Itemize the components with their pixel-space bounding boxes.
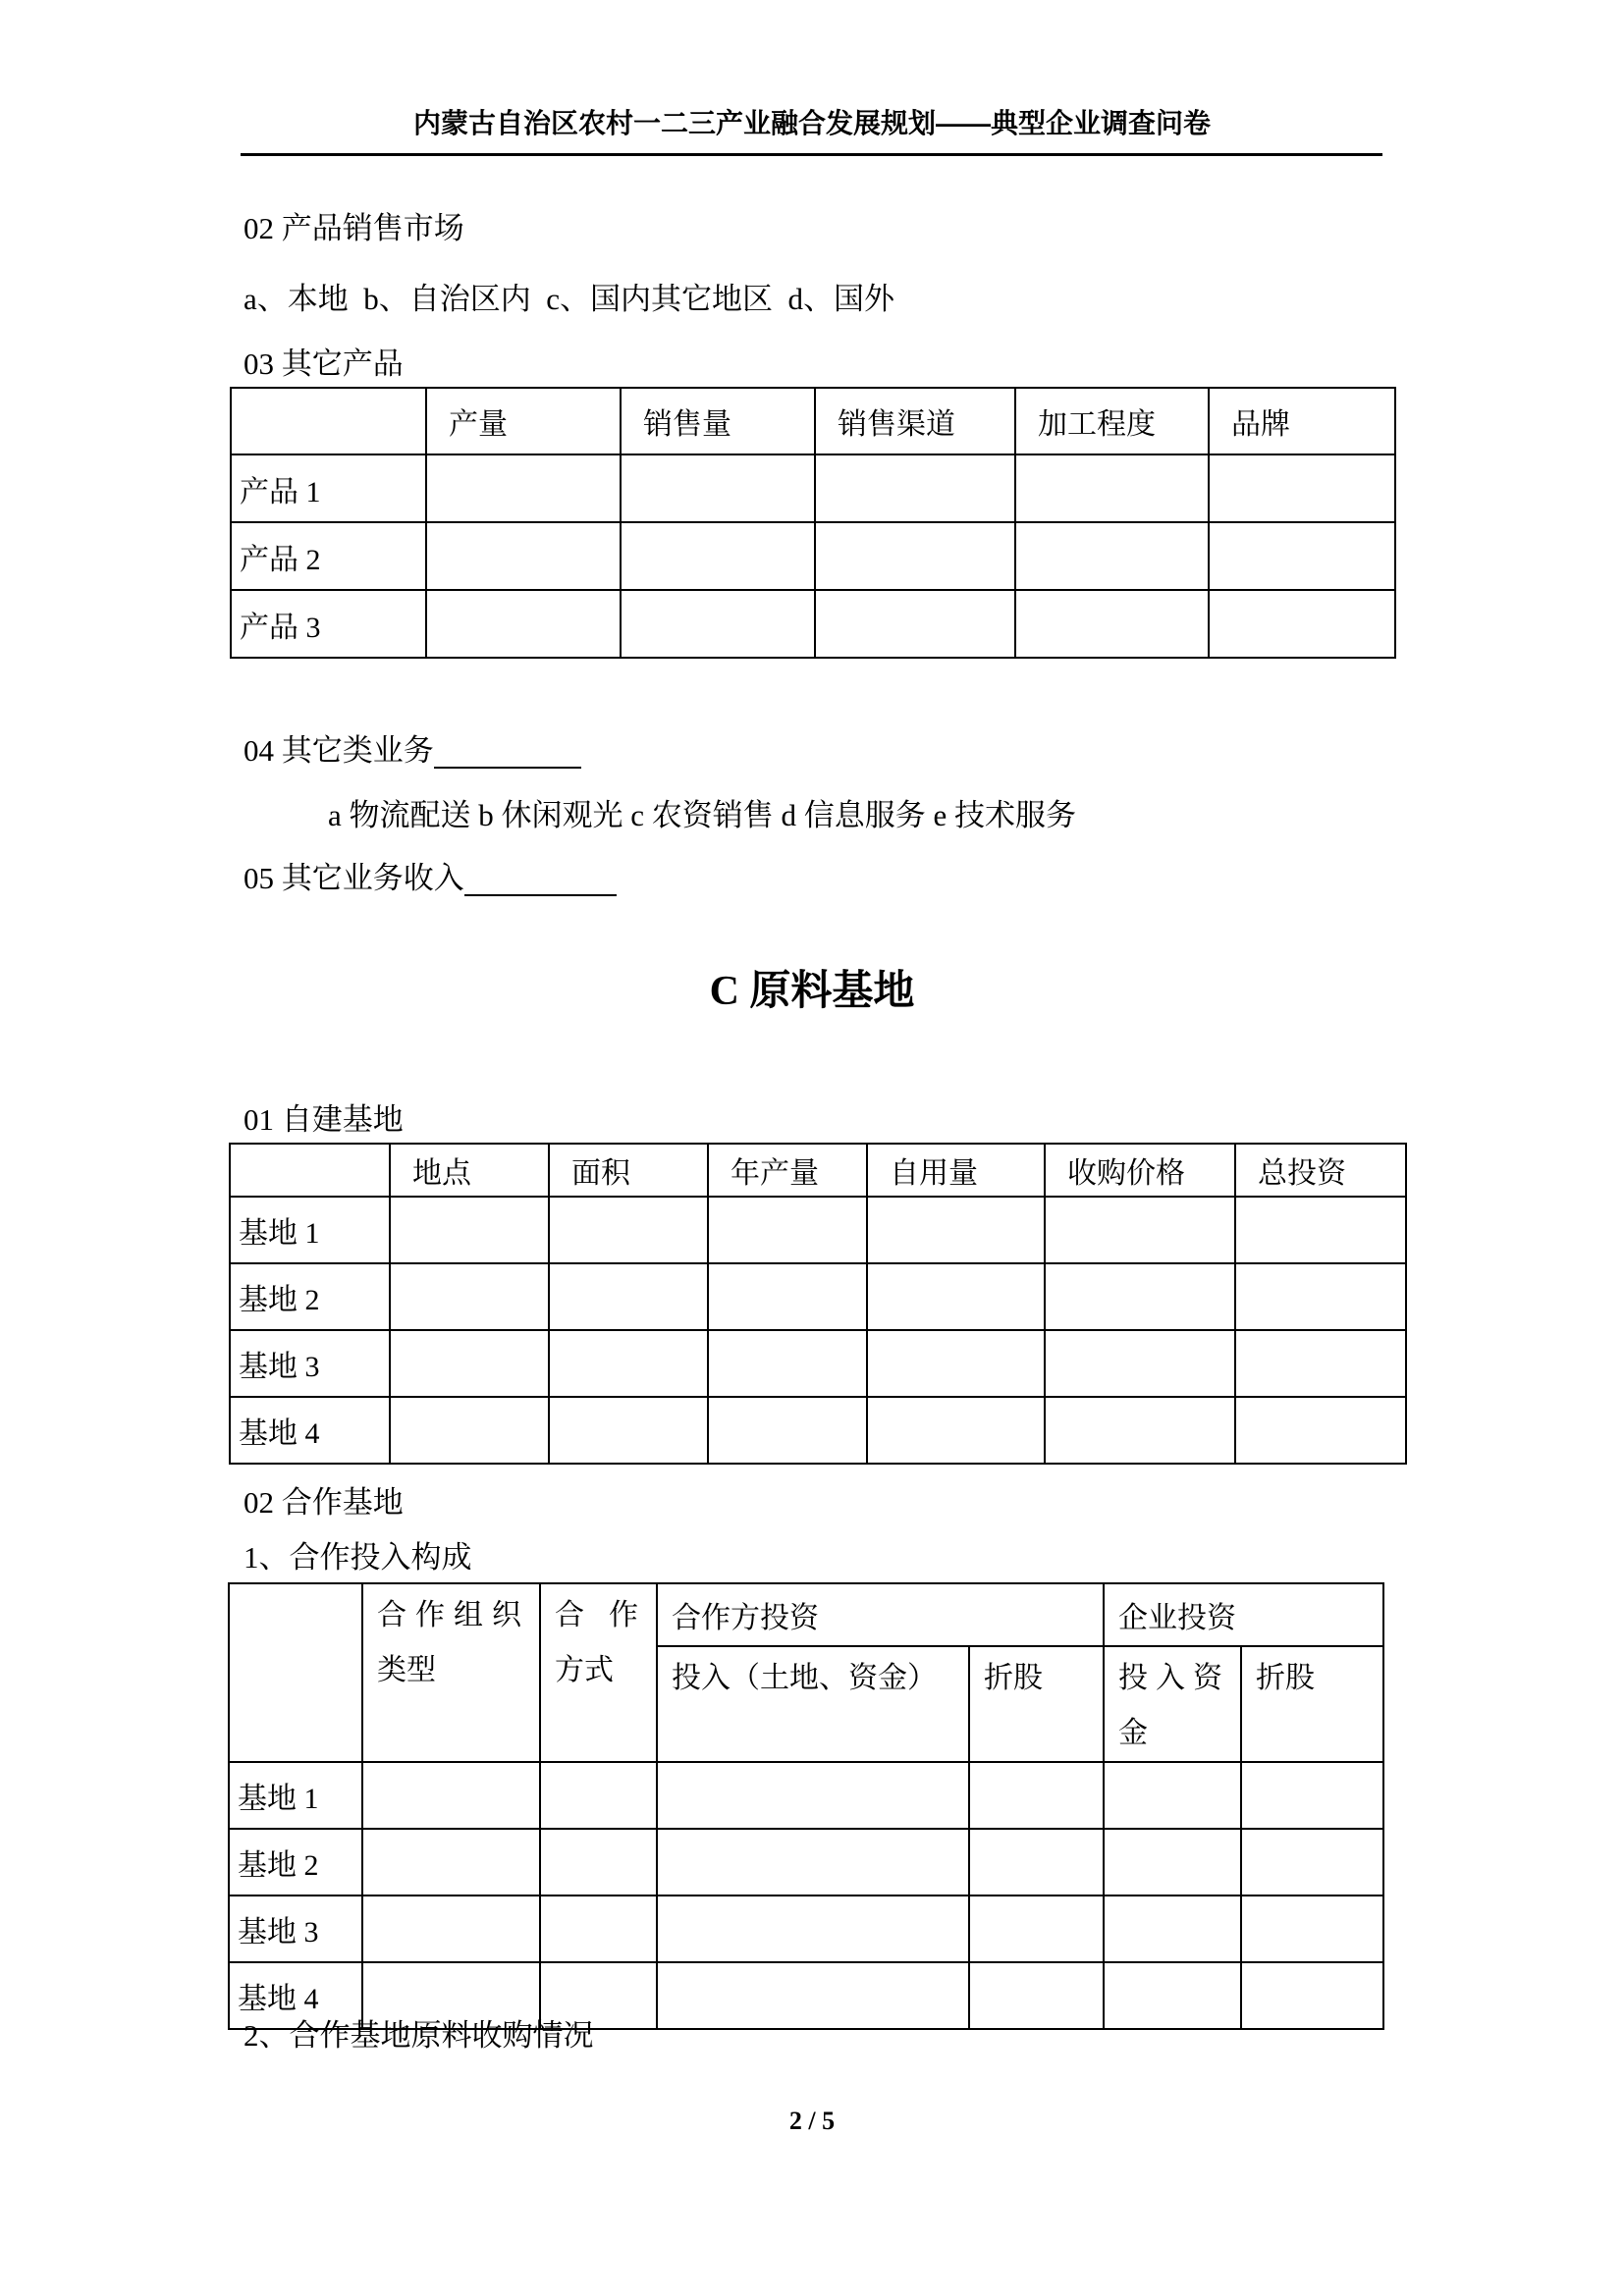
row-label-base-3: 基地 3 xyxy=(229,1896,362,1962)
empty-cell xyxy=(969,1762,1104,1829)
empty-cell xyxy=(549,1397,708,1464)
column-header-sales-volume: 销售量 xyxy=(621,388,815,454)
empty-cell xyxy=(540,1896,657,1962)
empty-cell xyxy=(1241,1829,1383,1896)
section-c-q02-label: 02 合作基地 xyxy=(244,1485,404,1520)
column-header-purchase-price: 收购价格 xyxy=(1045,1144,1235,1197)
empty-cell xyxy=(1015,590,1209,658)
column-header-enterprise-input: 投入资金 xyxy=(1104,1646,1241,1762)
row-label-product-2: 产品 2 xyxy=(231,522,426,590)
empty-cell xyxy=(867,1330,1045,1397)
coop-investment-label: 1、合作投入构成 xyxy=(244,1540,472,1575)
column-header-partner-share: 折股 xyxy=(969,1646,1104,1762)
empty-cell xyxy=(1045,1197,1235,1263)
section-c-q01-label: 01 自建基地 xyxy=(244,1102,404,1137)
empty-cell xyxy=(390,1397,549,1464)
column-header-enterprise-share: 折股 xyxy=(1241,1646,1383,1762)
empty-cell xyxy=(1045,1263,1235,1330)
table-row xyxy=(229,1829,1383,1896)
column-header-partner-input: 投入（土地、资金） xyxy=(657,1646,969,1762)
table-row xyxy=(230,1397,1406,1464)
empty-cell xyxy=(867,1263,1045,1330)
question-02-options: a、本地 b、自治区内 c、国内其它地区 d、国外 xyxy=(244,282,895,316)
column-header-total-investment: 总投资 xyxy=(1235,1144,1406,1197)
table-row xyxy=(231,454,1395,522)
empty-cell xyxy=(657,1962,969,2029)
other-products-table xyxy=(230,387,1396,659)
empty-cell xyxy=(969,1896,1104,1962)
corner-cell xyxy=(231,388,426,454)
empty-cell xyxy=(1104,1829,1241,1896)
column-header-output: 产量 xyxy=(426,388,621,454)
empty-cell xyxy=(549,1330,708,1397)
empty-cell xyxy=(362,1896,540,1962)
empty-cell xyxy=(657,1762,969,1829)
question-05-line xyxy=(244,860,617,898)
empty-cell xyxy=(1241,1896,1383,1962)
column-header-coop-mode: 合作方式 xyxy=(540,1583,657,1762)
question-02-label: 02 产品销售市场 xyxy=(244,211,464,245)
empty-cell xyxy=(426,454,621,522)
column-header-sales-channel: 销售渠道 xyxy=(815,388,1015,454)
empty-cell xyxy=(390,1263,549,1330)
answer-blank xyxy=(464,894,617,896)
row-label-base-1: 基地 1 xyxy=(230,1197,390,1263)
empty-cell xyxy=(969,1962,1104,2029)
table-row xyxy=(230,1330,1406,1397)
coop-investment-header-row-1 xyxy=(229,1583,1383,1646)
coop-investment-table xyxy=(228,1582,1384,2030)
empty-cell xyxy=(1104,1962,1241,2029)
row-label-product-3: 产品 3 xyxy=(231,590,426,658)
empty-cell xyxy=(1235,1197,1406,1263)
table-row xyxy=(230,1263,1406,1330)
table-row xyxy=(229,1762,1383,1829)
empty-cell xyxy=(867,1397,1045,1464)
empty-cell xyxy=(540,1829,657,1896)
row-label-base-3: 基地 3 xyxy=(230,1330,390,1397)
empty-cell xyxy=(390,1197,549,1263)
empty-cell xyxy=(867,1197,1045,1263)
coop-purchase-label: 2、合作基地原料收购情况 xyxy=(244,2018,594,2053)
table-row xyxy=(231,522,1395,590)
table-row xyxy=(229,1896,1383,1962)
page-number: 2 / 5 xyxy=(788,2107,836,2135)
empty-cell xyxy=(1045,1397,1235,1464)
group-header-enterprise-investment: 企业投资 xyxy=(1104,1583,1383,1646)
empty-cell xyxy=(540,1762,657,1829)
question-04-options: a 物流配送 b 休闲观光 c 农资销售 d 信息服务 e 技术服务 xyxy=(328,798,1077,832)
row-label-base-4: 基地 4 xyxy=(230,1397,390,1464)
row-label-base-4: 基地 4 xyxy=(229,1962,362,2029)
empty-cell xyxy=(1241,1762,1383,1829)
empty-cell xyxy=(969,1829,1104,1896)
empty-cell xyxy=(621,590,815,658)
section-c-heading: C 原料基地 xyxy=(709,969,915,1014)
question-03-label: 03 其它产品 xyxy=(244,347,404,381)
table-row xyxy=(231,590,1395,658)
empty-cell xyxy=(1015,522,1209,590)
column-header-brand: 品牌 xyxy=(1209,388,1395,454)
column-header-area: 面积 xyxy=(549,1144,708,1197)
empty-cell xyxy=(1104,1762,1241,1829)
empty-cell xyxy=(621,454,815,522)
self-built-base-header-row xyxy=(230,1144,1406,1197)
empty-cell xyxy=(1015,454,1209,522)
empty-cell xyxy=(621,522,815,590)
answer-blank xyxy=(434,767,581,769)
empty-cell xyxy=(708,1197,867,1263)
column-header-org-type: 合作组织类型 xyxy=(362,1583,540,1762)
row-label-base-1: 基地 1 xyxy=(229,1762,362,1829)
empty-cell xyxy=(549,1197,708,1263)
empty-cell xyxy=(1235,1263,1406,1330)
column-header-self-use: 自用量 xyxy=(867,1144,1045,1197)
empty-cell xyxy=(708,1263,867,1330)
empty-cell xyxy=(1104,1896,1241,1962)
empty-cell xyxy=(815,522,1015,590)
empty-cell xyxy=(1241,1962,1383,2029)
empty-cell xyxy=(708,1397,867,1464)
empty-cell xyxy=(362,1829,540,1896)
empty-cell xyxy=(426,590,621,658)
empty-cell xyxy=(1235,1330,1406,1397)
empty-cell xyxy=(426,522,621,590)
row-label-base-2: 基地 2 xyxy=(230,1263,390,1330)
empty-cell xyxy=(1209,454,1395,522)
column-header-location: 地点 xyxy=(390,1144,549,1197)
column-header-processing-degree: 加工程度 xyxy=(1015,388,1209,454)
self-built-base-table xyxy=(229,1143,1407,1465)
row-label-product-1: 产品 1 xyxy=(231,454,426,522)
empty-cell xyxy=(657,1829,969,1896)
empty-cell xyxy=(549,1263,708,1330)
corner-cell xyxy=(230,1144,390,1197)
empty-cell xyxy=(815,454,1015,522)
other-products-header-row xyxy=(231,388,1395,454)
page-header-title: 内蒙古自治区农村一二三产业融合发展规划——典型企业调查问卷 xyxy=(412,108,1211,138)
corner-cell xyxy=(229,1583,362,1762)
empty-cell xyxy=(1045,1330,1235,1397)
empty-cell xyxy=(390,1330,549,1397)
empty-cell xyxy=(362,1762,540,1829)
question-05-label: 05 其它业务收入 xyxy=(244,861,464,895)
group-header-partner-investment: 合作方投资 xyxy=(657,1583,1104,1646)
empty-cell xyxy=(708,1330,867,1397)
question-04-label: 04 其它类业务 xyxy=(244,733,434,768)
header-rule xyxy=(241,153,1382,156)
empty-cell xyxy=(815,590,1015,658)
question-04-line xyxy=(244,732,581,771)
empty-cell xyxy=(657,1896,969,1962)
empty-cell xyxy=(1209,590,1395,658)
empty-cell xyxy=(1209,522,1395,590)
table-row xyxy=(230,1197,1406,1263)
column-header-annual-output: 年产量 xyxy=(708,1144,867,1197)
empty-cell xyxy=(1235,1397,1406,1464)
row-label-base-2: 基地 2 xyxy=(229,1829,362,1896)
